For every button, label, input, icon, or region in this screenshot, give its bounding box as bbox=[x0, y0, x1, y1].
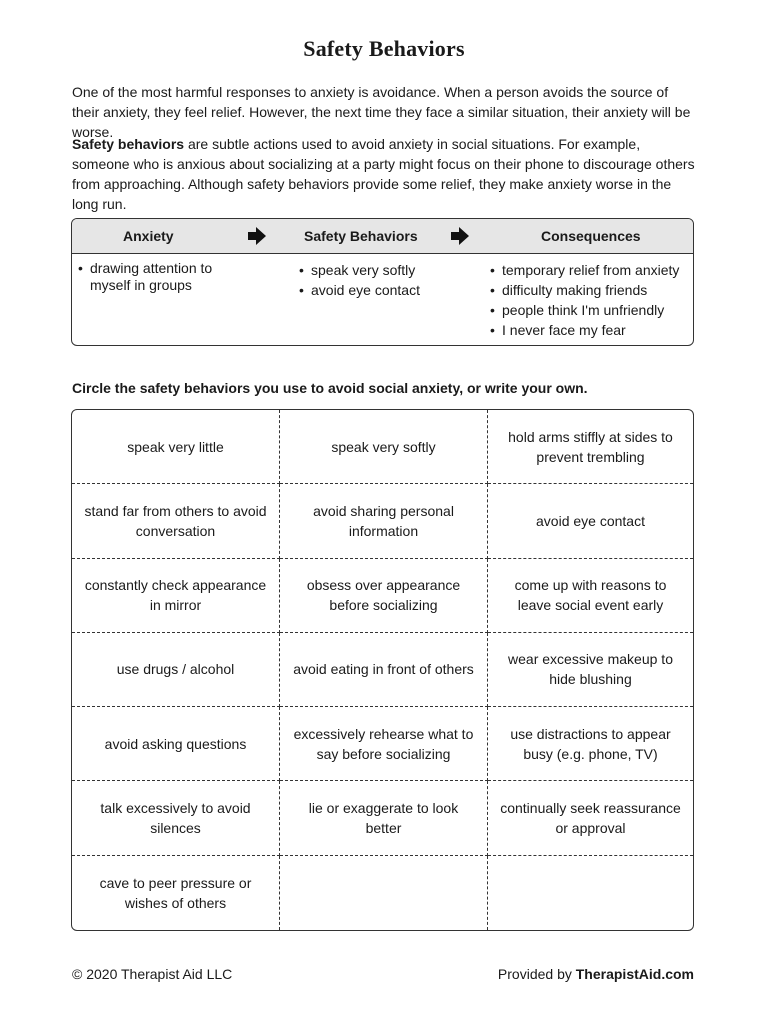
header-anxiety: Anxiety bbox=[123, 228, 174, 244]
behavior-cell[interactable]: hold arms stiffly at sides to prevent trembling bbox=[488, 410, 693, 484]
list-item: • people think I'm unfriendly bbox=[490, 300, 690, 320]
right-arrow-icon bbox=[247, 226, 267, 246]
behavior-cell[interactable]: constantly check appearance in mirror bbox=[72, 559, 280, 633]
definition-term: Safety behaviors bbox=[72, 136, 185, 152]
behavior-cell[interactable]: excessively rehearse what to say before socializing bbox=[280, 707, 488, 781]
anxiety-column bbox=[78, 260, 248, 294]
behavior-cell[interactable]: avoid asking questions bbox=[72, 707, 280, 781]
list-item: • speak very softly bbox=[299, 260, 469, 280]
page-title: Safety Behaviors bbox=[303, 36, 465, 61]
provided-by bbox=[498, 966, 694, 982]
behavior-cell[interactable]: avoid sharing personal information bbox=[280, 484, 488, 558]
definition-text: are subtle actions used to avoid anxiety in social situations. For example, someone who is anxious about socializing at a party might focus on their phone to discourage others from approaching. Although safety behaviors provide some relief, they make anxiety worse in the long run. bbox=[72, 136, 695, 212]
header-consequences: Consequences bbox=[541, 228, 641, 244]
list-item: • I never face my fear bbox=[490, 320, 690, 340]
behavior-cell[interactable]: obsess over appearance before socializing bbox=[280, 559, 488, 633]
list-item: • difficulty making friends bbox=[490, 280, 690, 300]
behavior-cell[interactable]: avoid eye contact bbox=[488, 484, 693, 558]
example-table-header bbox=[72, 219, 693, 254]
behavior-cell[interactable]: cave to peer pressure or wishes of others bbox=[72, 856, 280, 930]
right-arrow-icon bbox=[450, 226, 470, 246]
behaviors-grid bbox=[71, 409, 694, 931]
behavior-cell[interactable]: use drugs / alcohol bbox=[72, 633, 280, 707]
behavior-cell[interactable]: speak very little bbox=[72, 410, 280, 484]
definition-paragraph bbox=[72, 134, 698, 214]
behavior-cell[interactable]: talk excessively to avoid silences bbox=[72, 781, 280, 855]
list-item: • temporary relief from anxiety bbox=[490, 260, 690, 280]
example-table bbox=[71, 218, 694, 346]
blank-write-in-cell[interactable] bbox=[280, 856, 488, 930]
list-item: • avoid eye contact bbox=[299, 280, 469, 300]
behavior-cell[interactable]: wear excessive makeup to hide blushing bbox=[488, 633, 693, 707]
behavior-cell[interactable]: avoid eating in front of others bbox=[280, 633, 488, 707]
behavior-cell[interactable]: continually seek reassurance or approval bbox=[488, 781, 693, 855]
provided-by-label: Provided by bbox=[497, 966, 576, 982]
behavior-cell[interactable]: come up with reasons to leave social event early bbox=[488, 559, 693, 633]
behavior-cell[interactable]: use distractions to appear busy (e.g. phone, TV) bbox=[488, 707, 693, 781]
behavior-cell[interactable]: lie or exaggerate to look better bbox=[280, 781, 488, 855]
header-safety-behaviors: Safety Behaviors bbox=[304, 228, 418, 244]
behavior-cell[interactable]: stand far from others to avoid conversation bbox=[72, 484, 280, 558]
copyright-text: © 2020 Therapist Aid LLC bbox=[72, 966, 233, 982]
intro-paragraph: One of the most harmful responses to anxiety is avoidance. When a person avoids the source of their anxiety, they feel relief. However, the next time they face a similar situation, their anxiety will be worse. bbox=[72, 84, 691, 140]
safety-behaviors-column bbox=[299, 260, 469, 300]
behavior-cell[interactable]: speak very softly bbox=[280, 410, 488, 484]
list-item: • drawing attention to myself in groups bbox=[78, 260, 248, 294]
blank-write-in-cell[interactable] bbox=[488, 856, 693, 930]
brand-name: TherapistAid.com bbox=[575, 966, 694, 982]
consequences-column bbox=[490, 260, 690, 340]
instruction-text: Circle the safety behaviors you use to avoid social anxiety, or write your own. bbox=[72, 380, 588, 396]
